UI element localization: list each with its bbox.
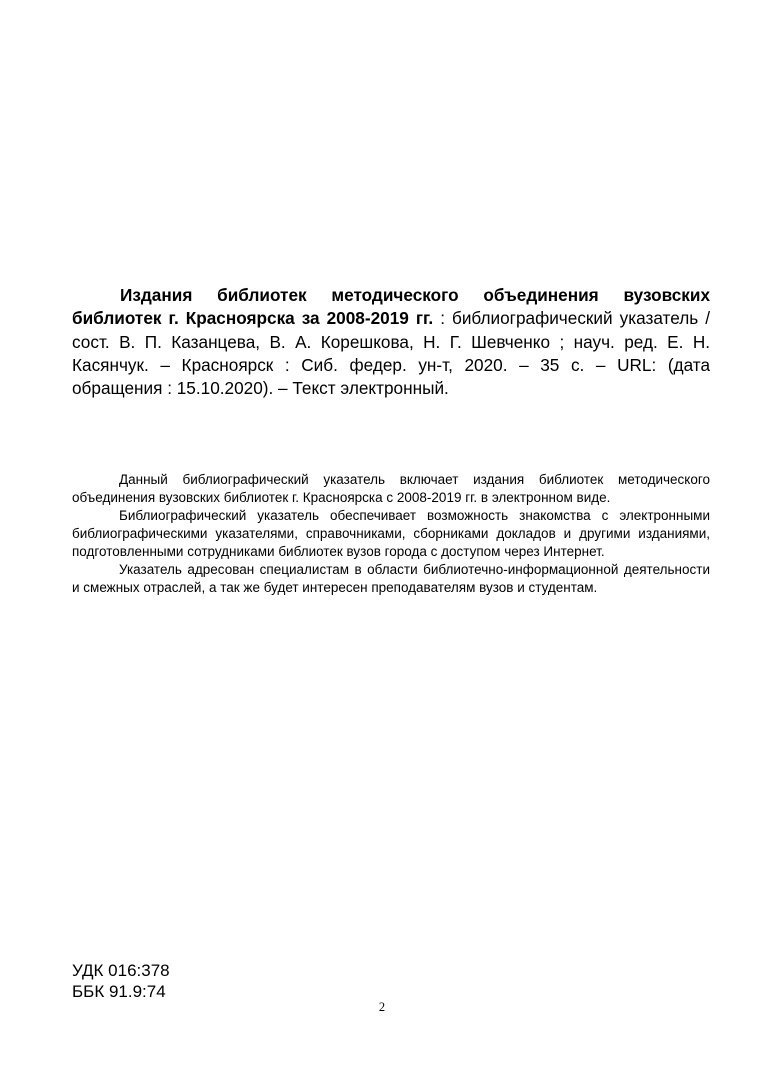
page-number: 2 [378,1000,386,1014]
citation-details: : библиографический указатель / сост. В. П. Казанцева, В. А. Корешкова, Н. Г. Шевченко ; науч. ред. Е. Н. Касянчук. – Красноярск : Сиб. федер. ун-т, 2020. – 35 с. – URL: (дата обращения : 15.10.2020). – Текст электронный. [72,308,710,399]
annotation-paragraph: Данный библиографический указатель включает издания библиотек методического объединения вузовских библиотек г. Красноярска с 2008-2019 гг. в электронном виде. [72,472,710,505]
bibliographic-citation [72,284,710,400]
annotation [72,471,710,597]
classification-codes [72,960,170,1002]
annotation-paragraph: Библиографический указатель обеспечивает возможность знакомства с электронными библиографическими указателями, справочниками, сборниками докладов и другими изданиями, подготовленными сотрудниками библиотек вузов города с доступом через Интернет. [72,508,710,559]
annotation-paragraph: Указатель адресован специалистам в области библиотечно-информационной деятельности и смежных отраслей, а так же будет интересен преподавателям вузов и студентам. [72,562,710,595]
udk-code: УДК 016:378 [72,961,170,980]
bbk-code: ББК 91.9:74 [72,982,166,1001]
citation-title: Издания библиотек методического объединения вузовских библиотек г. Красноярска за 2008-2019 гг. [72,285,710,329]
